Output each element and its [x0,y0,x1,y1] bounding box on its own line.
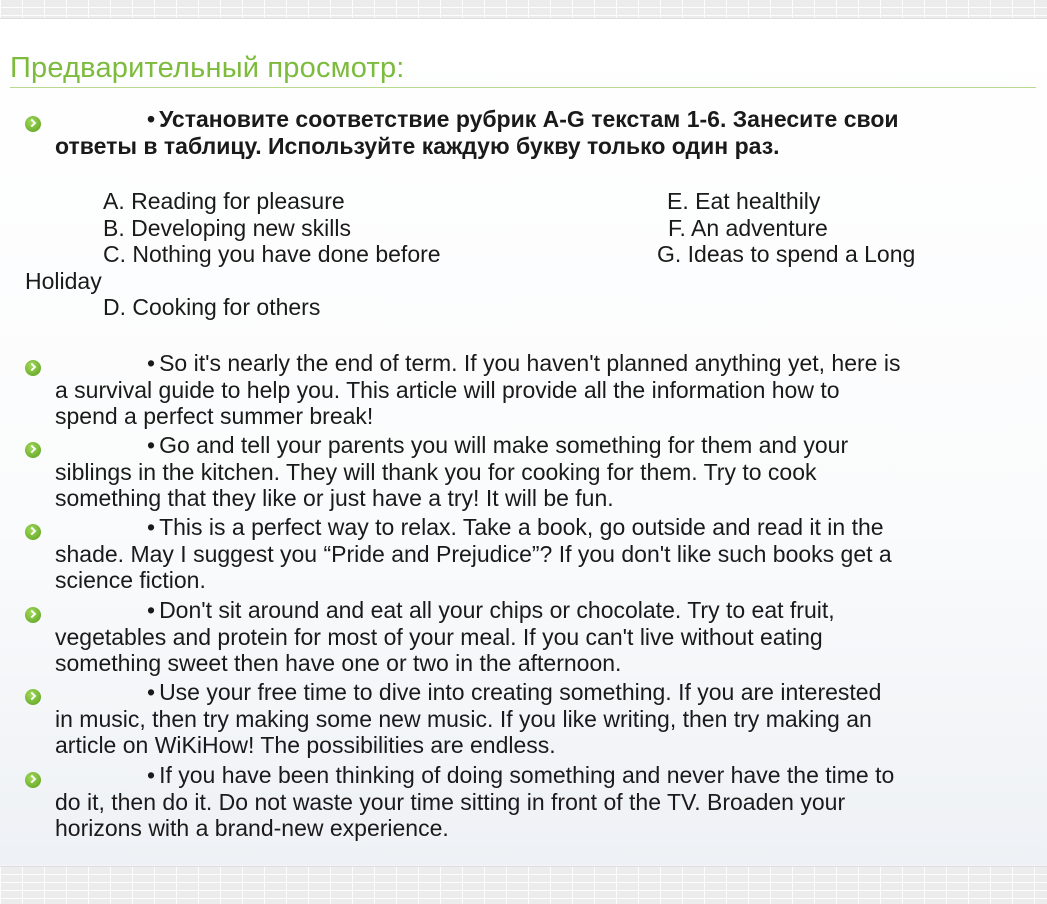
task-line: • Установите соответствие рубрик A-G текстам 1-6. Занесите свои [55,106,1025,133]
arrow-bullet-icon [25,116,41,132]
text-line: • Don't sit around and eat all your chips or chocolate. Try to eat fruit, [55,597,1025,624]
text-line: • This is a perfect way to relax. Take a book, go outside and read it in the [55,514,1025,541]
option-g: G. Ideas to spend a Long [657,241,916,267]
text-line: science fiction. [55,567,206,593]
option-e: E. Eat healthily [667,188,821,214]
title-divider [10,87,1036,88]
text-line: • Use your free time to dive into creating something. If you are interested [55,679,1025,706]
text-6 [55,762,1025,842]
text-line: horizons with a brand-new experience. [55,815,449,841]
arrow-bullet-icon [25,607,41,623]
option-d: D. Cooking for others [103,294,321,320]
option-b: B. Developing new skills [103,215,352,241]
text-line: a survival guide to help you. This article will provide all the information how to [55,376,840,403]
text-line: spend a perfect summer break! [55,403,374,429]
text-line: something that they like or just have a try! It will be fun. [55,485,614,511]
text-line: do it, then do it. Do not waste your time sitting in front of the TV. Broaden your [55,788,846,815]
task-line: ответы в таблицу. Используйте каждую букву только один раз. [55,132,780,159]
task-instruction [55,106,1025,159]
arrow-bullet-icon [25,689,41,705]
top-decor-band [0,0,1047,19]
arrow-bullet-icon [25,442,41,458]
option-f: F. An adventure [668,215,828,241]
text-2 [55,432,1025,512]
bottom-decor-band [0,866,1047,904]
text-line: • Go and tell your parents you will make something for them and your [55,432,1025,459]
text-line: vegetables and protein for most of your meal. If you can't live without eating [55,623,823,650]
text-5 [55,679,1025,759]
text-line: article on WiKiHow! The possibilities are endless. [55,732,556,758]
option-a: A. Reading for pleasure [103,188,345,214]
text-line: in music, then try making some new music. If you like writing, then try making an [55,705,872,732]
text-3 [55,514,1025,594]
option-c: C. Nothing you have done before [103,241,441,267]
arrow-bullet-icon [25,360,41,376]
text-line: shade. May I suggest you “Pride and Prejudice”? If you don't like such books get a [55,540,892,567]
text-line: • So it's nearly the end of term. If you haven't planned anything yet, here is [55,350,1025,377]
arrow-bullet-icon [25,524,41,540]
text-line: • If you have been thinking of doing something and never have the time to [55,762,1025,789]
text-line: siblings in the kitchen. They will thank you for cooking for them. Try to cook [55,458,817,485]
option-g-continued: Holiday [25,268,102,294]
text-1 [55,350,1025,430]
text-line: something sweet then have one or two in the afternoon. [55,650,622,676]
arrow-bullet-icon [25,772,41,788]
preview-title: Предварительный просмотр: [10,52,405,84]
text-4 [55,597,1025,677]
